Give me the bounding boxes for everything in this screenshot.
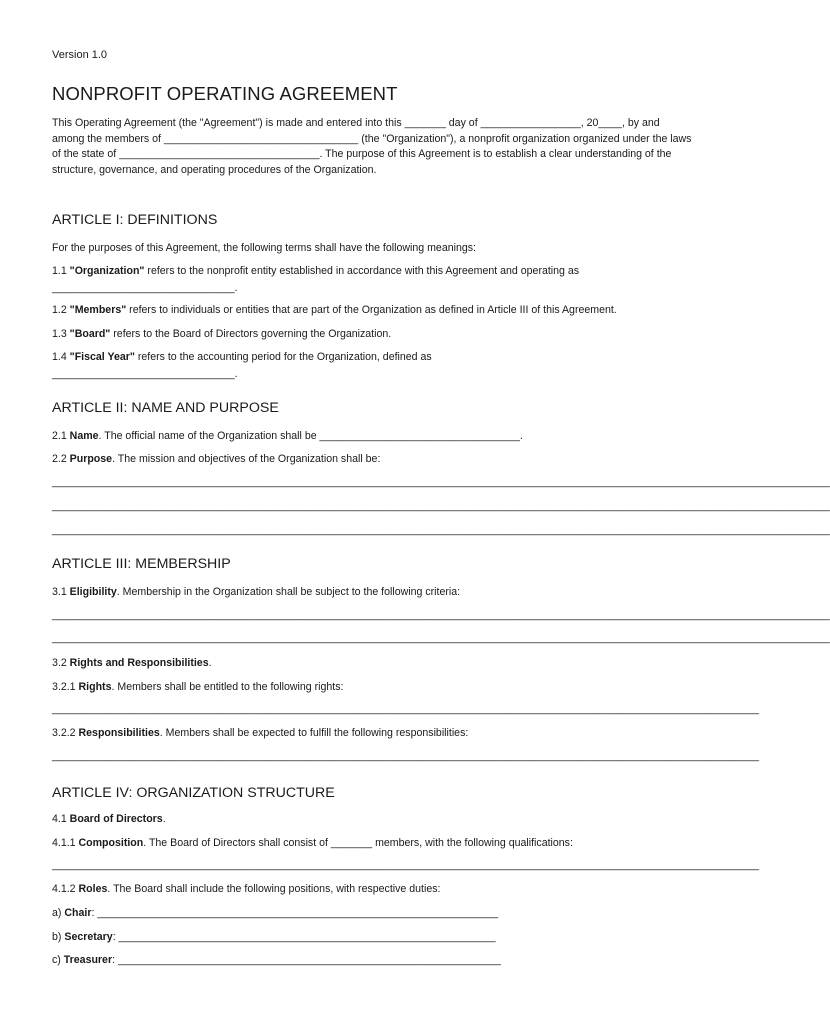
clause-number: 3.2.2	[52, 727, 79, 739]
clause-number: 3.2.1	[52, 681, 79, 693]
clause-3-1	[52, 585, 460, 601]
clause-term: Composition	[78, 837, 144, 849]
blank-line: ________________________________________________________________________________________________________________________	[52, 859, 760, 871]
clause-number: 1.3	[52, 328, 70, 340]
clause-number: 4.1.1	[52, 837, 79, 849]
clause-text: refers to the nonprofit entity established in accordance with this Agreement and operating as	[144, 265, 580, 277]
clause-text: refers to individuals or entities that are part of the Organization as defined in Article III of this Agreement.	[126, 304, 617, 316]
clause-number: 3.2	[52, 657, 70, 669]
document-title: NONPROFIT OPERATING AGREEMENT	[52, 83, 398, 104]
clause-text: : ____________________________________________________________________	[91, 907, 498, 919]
clause-term: Treasurer	[63, 954, 113, 966]
blank-line: ____________________________________________________________________________________________________________________________________	[52, 609, 830, 621]
article-3-heading: ARTICLE III: MEMBERSHIP	[52, 556, 231, 572]
clause-term: Rights	[78, 681, 112, 693]
blank-line: ____________________________________________________________________________________________________________________________________	[52, 476, 830, 488]
clause-number: 2.2	[52, 453, 70, 465]
clause-term: Rights and Responsibilities	[69, 657, 209, 669]
clause-3-2	[52, 656, 212, 672]
clause-number: c)	[52, 954, 64, 966]
clause-2-2	[52, 452, 380, 468]
role-chair	[52, 906, 498, 922]
blank-line: ________________________________________________________________________________________________________________________	[52, 703, 760, 715]
clause-4-1-2	[52, 882, 440, 898]
definition-1-2	[52, 303, 617, 319]
clause-text: . The Board of Directors shall consist of _______ members, with the following qualifications:	[143, 837, 573, 849]
blank-line: ____________________________________________________________________________________________________________________________________	[52, 524, 830, 536]
clause-text: : _________________________________________________________________	[112, 954, 501, 966]
definition-1-3	[52, 327, 391, 343]
clause-term: Secretary	[64, 931, 113, 943]
clause-term: Name	[69, 430, 99, 442]
clause-3-2-2	[52, 726, 468, 742]
role-treasurer	[52, 953, 501, 969]
clause-term: Purpose	[69, 453, 113, 465]
clause-term: "Board"	[69, 328, 111, 340]
definition-1-1	[52, 264, 579, 280]
definition-1-1-blank: _______________________________.	[52, 282, 238, 294]
clause-term: "Organization"	[69, 265, 145, 277]
clause-number: 3.1	[52, 586, 70, 598]
clause-text: . The mission and objectives of the Organization shall be:	[112, 453, 381, 465]
clause-number: 4.1	[52, 813, 70, 825]
clause-text: refers to the accounting period for the Organization, defined as	[134, 351, 432, 363]
clause-text: : ________________________________________________________________	[112, 931, 496, 943]
version-label: Version 1.0	[52, 49, 108, 61]
clause-text: refers to the Board of Directors governing the Organization.	[110, 328, 392, 340]
clause-term: Eligibility	[69, 586, 117, 598]
clause-text: . Members shall be entitled to the following rights:	[111, 681, 344, 693]
clause-term: "Fiscal Year"	[69, 351, 135, 363]
clause-number: 4.1.2	[52, 883, 79, 895]
clause-term: Board of Directors	[69, 813, 163, 825]
clause-term: Responsibilities	[78, 727, 160, 739]
clause-number: 1.1	[52, 265, 70, 277]
clause-text: . The Board shall include the following positions, with respective duties:	[107, 883, 441, 895]
clause-text: .	[208, 657, 212, 669]
clause-number: 2.1	[52, 430, 70, 442]
article-4-heading: ARTICLE IV: ORGANIZATION STRUCTURE	[52, 785, 335, 801]
clause-term: Roles	[78, 883, 108, 895]
clause-text: . Members shall be expected to fulfill the following responsibilities:	[159, 727, 469, 739]
blank-line: ____________________________________________________________________________________________________________________________________	[52, 632, 830, 644]
clause-3-2-1	[52, 680, 344, 696]
definition-1-4	[52, 350, 432, 366]
clause-text: . Membership in the Organization shall be subject to the following criteria:	[116, 586, 461, 598]
role-secretary	[52, 930, 496, 946]
article-1-heading: ARTICLE I: DEFINITIONS	[52, 212, 218, 228]
clause-2-1	[52, 429, 523, 445]
blank-line: ________________________________________________________________________________________________________________________	[52, 750, 760, 762]
clause-number: 1.4	[52, 351, 70, 363]
article-2-heading: ARTICLE II: NAME AND PURPOSE	[52, 400, 279, 416]
clause-term: Chair	[64, 907, 92, 919]
clause-term: "Members"	[69, 304, 127, 316]
clause-text: . The official name of the Organization shall be __________________________________.	[98, 430, 523, 442]
clause-number: a)	[52, 907, 65, 919]
clause-4-1	[52, 812, 166, 828]
clause-number: 1.2	[52, 304, 70, 316]
clause-text: .	[162, 813, 166, 825]
intro-paragraph: This Operating Agreement (the "Agreement") is made and entered into this _______ day of _________________, 20____, by and among the members of _________________________________ (the "Organization"), a nonprofit organization organized under the laws of the state of __________________________________. The purpose of this Agreement is to establish a clear understanding of the structure, governance, and operating procedures of the Organization.	[52, 117, 692, 177]
definition-1-4-blank: _______________________________.	[52, 368, 238, 380]
clause-4-1-1	[52, 836, 573, 852]
clause-number: b)	[52, 931, 65, 943]
article-1-lead: For the purposes of this Agreement, the following terms shall have the following meanings:	[52, 242, 476, 254]
blank-line: ____________________________________________________________________________________________________________________________________	[52, 500, 830, 512]
